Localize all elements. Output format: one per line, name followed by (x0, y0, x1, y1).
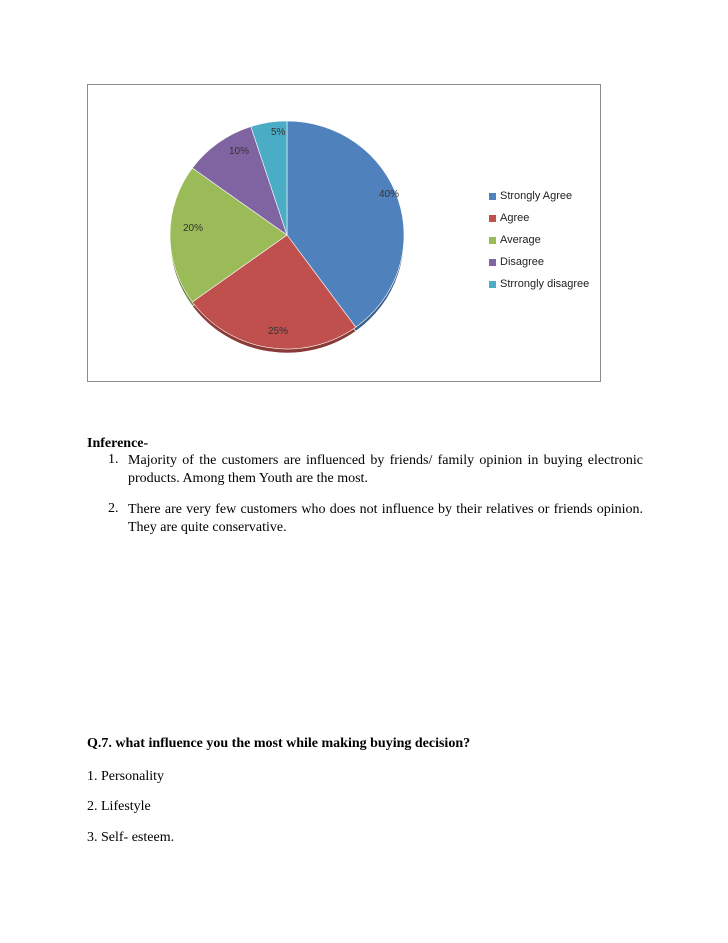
pie-data-label: 10% (229, 146, 250, 157)
pie-data-label: 20% (183, 223, 204, 234)
question-option: 1. Personality (87, 769, 164, 784)
legend-swatch-icon (489, 237, 496, 244)
inference-item-number: 2. (108, 501, 119, 516)
pie-data-label: 40% (379, 189, 400, 200)
pie-chart (87, 84, 601, 382)
question-option: 3. Self- esteem. (87, 830, 175, 845)
pie-data-label: 5% (271, 127, 286, 138)
inference-item-number: 1. (108, 452, 119, 467)
inference-item-text: There are very few customers who does not influence by their relatives or friends opinion. They are quite conservative. (128, 502, 643, 535)
legend-item-average (489, 229, 589, 251)
question-option: 2. Lifestyle (87, 799, 151, 814)
pie-data-label: 25% (268, 326, 289, 337)
legend-label: Agree (500, 212, 530, 224)
legend-swatch-icon (489, 215, 496, 222)
legend-item-disagree (489, 251, 589, 273)
inference-heading: Inference- (87, 436, 149, 451)
legend-item-strongly-agree (489, 185, 589, 207)
legend-swatch-icon (489, 281, 496, 288)
legend-label: Average (500, 234, 541, 246)
legend-label: Strongly Agree (500, 190, 573, 202)
legend-swatch-icon (489, 193, 496, 200)
question-title: Q.7. what influence you the most while making buying decision? (87, 736, 471, 751)
inference-item-text: Majority of the customers are influenced by friends/ family opinion in buying electronic products. Among them Youth are the most. (128, 453, 643, 486)
legend-item-strongly-disagree (489, 273, 589, 295)
legend-item-agree (489, 207, 589, 229)
legend-swatch-icon (489, 259, 496, 266)
legend-label: Disagree (500, 256, 545, 268)
legend-label: Strrongly disagree (500, 278, 590, 290)
chart-legend (489, 185, 589, 295)
